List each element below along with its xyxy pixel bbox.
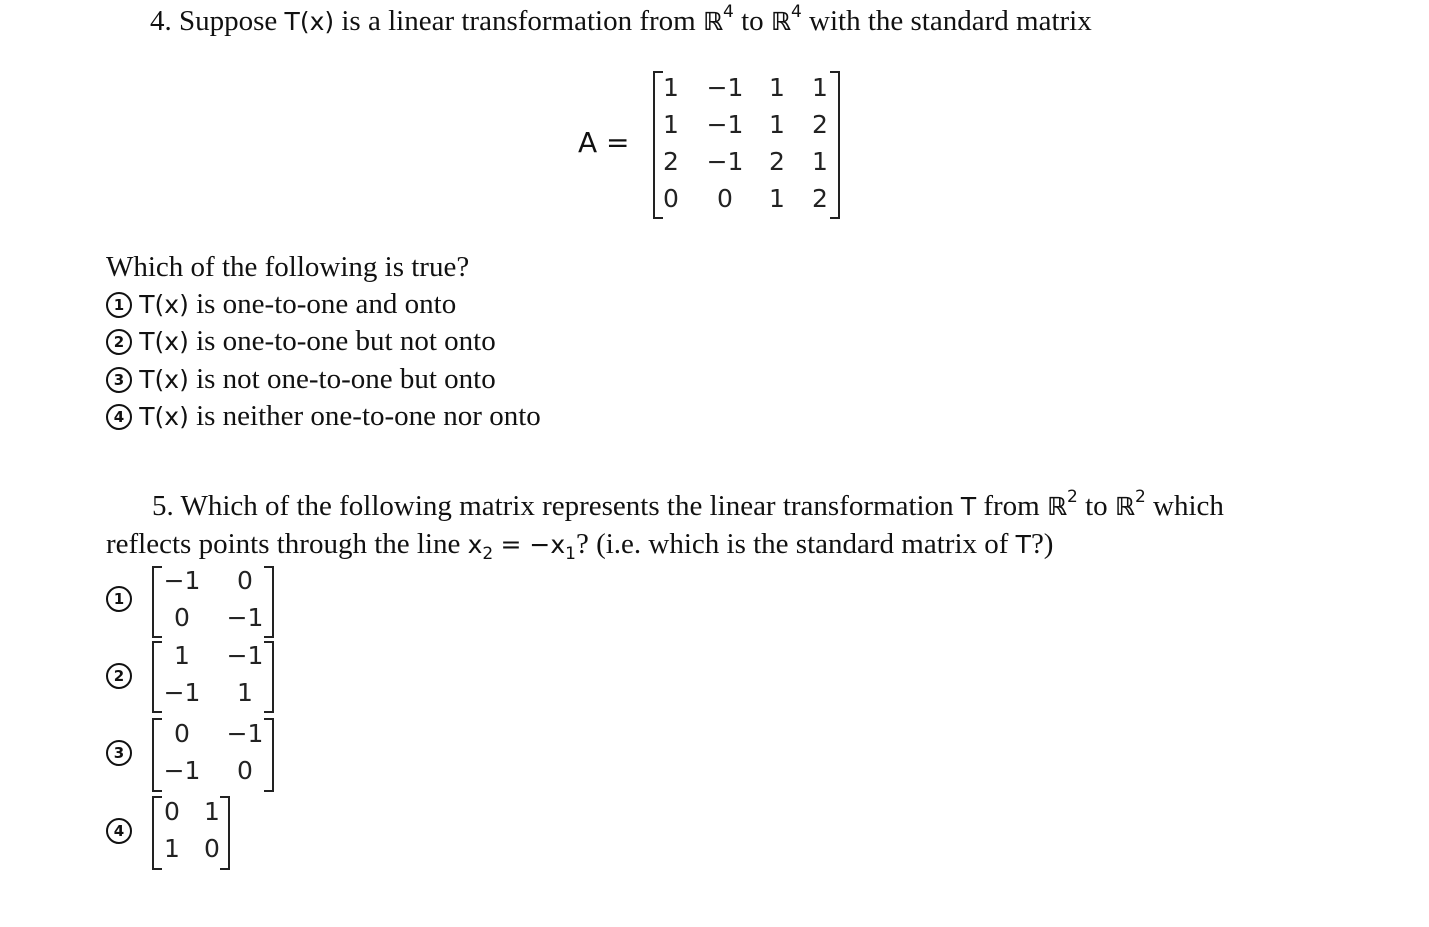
q5-text-3: ? (i.e. which is the standard matrix of [575, 528, 1009, 560]
matrix-cell: 0 [164, 797, 180, 826]
matrix-cell: −1 [226, 641, 264, 670]
matrix-a-right-bracket [830, 71, 840, 219]
q4-text-1: Suppose [179, 5, 278, 37]
q4-option-2[interactable] [106, 323, 496, 360]
q4-codomain-exp: 4 [790, 2, 802, 22]
q4-domain-R: ℝ [702, 7, 724, 36]
matrix-a-cell: −1 [706, 110, 744, 139]
q4-option-tx: T(x) [139, 290, 189, 319]
matrix-cell: 1 [204, 797, 220, 826]
q4-option-3[interactable] [106, 361, 496, 398]
q5-statement-line-2 [106, 526, 1053, 563]
q5-t-2: T [1015, 530, 1031, 559]
q4-option-text: is neither one-to-one nor onto [196, 400, 541, 432]
matrix-cell: −1 [163, 756, 201, 785]
q5-option-1-matrix [152, 566, 274, 638]
matrix-right-bracket [264, 641, 274, 713]
q4-option-text: is one-to-one but not onto [196, 325, 496, 357]
matrix-cell: 1 [237, 678, 253, 707]
q5-option-3[interactable] [106, 718, 286, 792]
option-marker-2: 2 [106, 663, 132, 689]
q5-number: 5. [152, 490, 174, 522]
matrix-left-bracket [152, 796, 162, 870]
q4-domain-exp: 4 [723, 2, 734, 22]
matrix-a-cell: 1 [663, 73, 679, 102]
q5-x2-sub: 2 [482, 544, 494, 564]
matrix-cell: −1 [163, 566, 201, 595]
matrix-a [653, 71, 840, 219]
q4-option-text: is not one-to-one but onto [196, 363, 496, 395]
matrix-left-bracket [152, 718, 162, 792]
matrix-a-cell: 0 [717, 184, 733, 213]
q5-statement-line-1 [152, 488, 1224, 525]
q5-codomain-R: ℝ [1114, 492, 1135, 521]
matrix-right-bracket [220, 796, 230, 870]
q5-text-2: reflects points through the line [106, 528, 461, 560]
q5-option-2-matrix [152, 641, 274, 713]
matrix-cell: 0 [237, 566, 253, 595]
q5-domain-R: ℝ [1046, 492, 1068, 521]
option-marker-3: 3 [106, 367, 132, 393]
matrix-a-left-bracket [653, 71, 663, 219]
q4-option-tx: T(x) [139, 327, 189, 356]
q4-to: to [741, 5, 764, 37]
matrix-a-cell: 2 [663, 147, 679, 176]
matrix-a-cell: −1 [706, 73, 744, 102]
q5-x2: x [467, 530, 483, 559]
matrix-a-cell: 1 [769, 73, 785, 102]
option-marker-2: 2 [106, 329, 132, 355]
q5-option-4[interactable] [106, 796, 246, 870]
q4-option-tx: T(x) [139, 402, 189, 431]
matrix-a-cell: 2 [812, 184, 828, 213]
matrix-cell: −1 [226, 603, 264, 632]
option-marker-3: 3 [106, 740, 132, 766]
q5-which: which [1153, 490, 1224, 522]
matrix-cell: 1 [164, 834, 180, 863]
q5-from: from [983, 490, 1040, 522]
matrix-a-cell: 1 [663, 110, 679, 139]
option-marker-4: 4 [106, 818, 132, 844]
q4-tx: T(x) [284, 7, 335, 36]
q5-option-4-matrix [152, 796, 230, 870]
matrix-a-cell: 1 [769, 110, 785, 139]
matrix-cell: 0 [204, 834, 220, 863]
option-marker-1: 1 [106, 586, 132, 612]
q4-option-tx: T(x) [139, 365, 189, 394]
matrix-a-cell: −1 [706, 147, 744, 176]
q5-domain-exp: 2 [1067, 487, 1078, 507]
q4-option-4[interactable] [106, 398, 541, 435]
matrix-cell: 1 [174, 641, 190, 670]
q5-option-2[interactable] [106, 641, 286, 713]
q5-x1-sub: 1 [565, 544, 576, 564]
matrix-a-cell: 1 [769, 184, 785, 213]
matrix-a-cell: 2 [812, 110, 828, 139]
q5-option-3-matrix [152, 718, 274, 792]
matrix-left-bracket [152, 641, 162, 713]
q4-number: 4. [150, 5, 172, 37]
matrix-cell: 0 [237, 756, 253, 785]
q5-codomain-exp: 2 [1134, 487, 1146, 507]
q4-option-1[interactable] [106, 286, 456, 323]
matrix-cell: 0 [174, 603, 190, 632]
q4-text-3: with the standard matrix [809, 5, 1092, 37]
matrix-a-label: A = [578, 126, 630, 159]
q5-eq: = −x [500, 530, 566, 559]
q5-to: to [1085, 490, 1108, 522]
matrix-a-cell: 2 [769, 147, 785, 176]
q5-t: T [960, 492, 977, 521]
q4-prompt: Which of the following is true? [106, 251, 470, 283]
matrix-right-bracket [264, 718, 274, 792]
matrix-left-bracket [152, 566, 162, 638]
matrix-a-cell: 1 [812, 73, 828, 102]
q4-statement [150, 3, 1092, 40]
q5-text-4: ?) [1030, 528, 1054, 560]
matrix-cell: −1 [226, 719, 264, 748]
q4-option-text: is one-to-one and onto [196, 288, 457, 320]
q4-codomain-R: ℝ [770, 7, 791, 36]
matrix-a-cell: 1 [812, 147, 828, 176]
q4-text-2: is a linear transformation from [341, 5, 696, 37]
q5-option-1[interactable] [106, 566, 286, 638]
matrix-right-bracket [264, 566, 274, 638]
option-marker-1: 1 [106, 292, 132, 318]
matrix-cell: −1 [163, 678, 201, 707]
matrix-a-cell: 0 [663, 184, 679, 213]
matrix-cell: 0 [174, 719, 190, 748]
q5-text-1: Which of the following matrix represents the linear transformation [180, 490, 954, 522]
option-marker-4: 4 [106, 404, 132, 430]
